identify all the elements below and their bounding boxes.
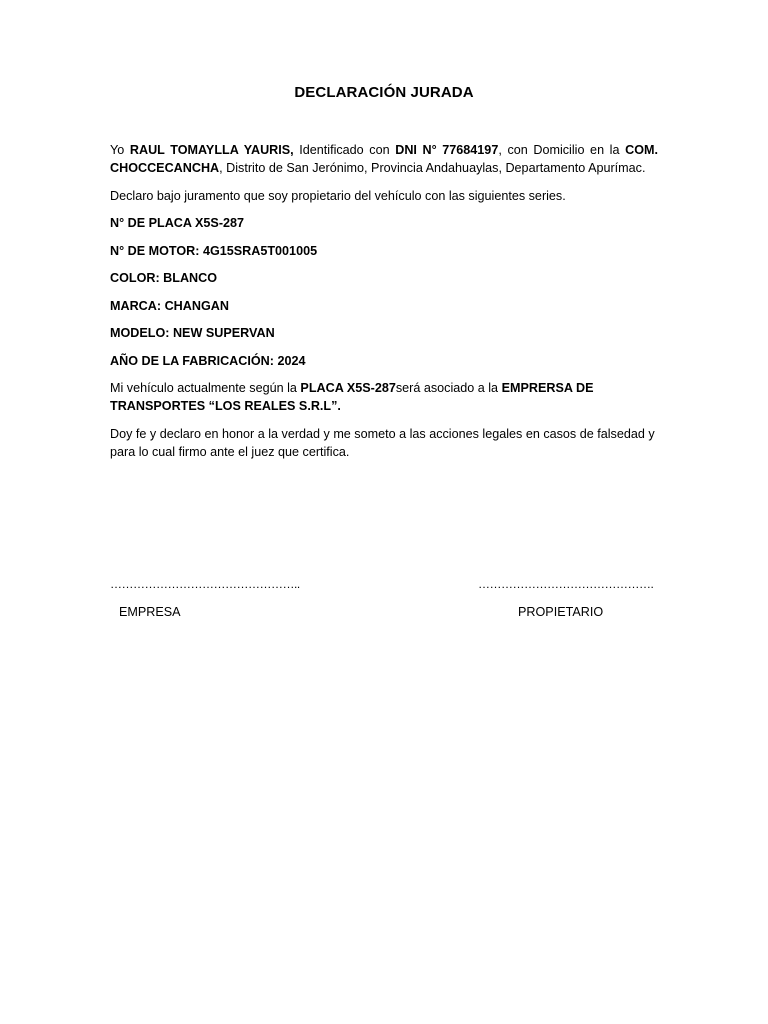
declaration-paragraph: Declaro bajo juramento que soy propietario del vehículo con las siguientes series. [110, 188, 566, 203]
intro-text-2: Identificado con [293, 143, 396, 157]
field-modelo: MODELO: NEW SUPERVAN [110, 326, 275, 340]
association-text-2: será asociado a la [395, 381, 502, 395]
field-color: COLOR: BLANCO [110, 271, 218, 285]
intro-text-1: Yo [110, 143, 130, 157]
association-text-1: Mi vehículo actualmente según la [110, 381, 301, 395]
intro-text-3: , con Domicilio en la [498, 143, 626, 157]
declarant-name: RAUL TOMAYLLA YAURIS, [129, 143, 294, 157]
document-body [110, 141, 658, 470]
association-company: EMPRERSA DE TRANSPORTES “LOS REALES S.R.L”. [110, 381, 594, 413]
closing-paragraph: Doy fe y declaro en honor a la verdad y me someto a las acciones legales en casos de falsedad y para lo cual firmo ante el juez que certifica. [110, 426, 655, 459]
association-placa: PLACA X5S-287 [300, 381, 396, 395]
document-title: DECLARACIÓN JURADA [294, 84, 474, 101]
intro-paragraph [110, 141, 658, 177]
community-name: COM. CHOCCECANCHA [110, 143, 658, 175]
signature-line-owner: ………………………………………. [478, 577, 654, 591]
signature-line-company: ………………………………………….. [110, 577, 300, 591]
field-marca: MARCA: CHANGAN [110, 298, 229, 313]
field-motor: N° DE MOTOR: 4G15SRA5T001005 [110, 243, 318, 258]
association-paragraph [110, 379, 658, 415]
field-anio: AÑO DE LA FABRICACIÓN: 2024 [110, 353, 306, 368]
signature-label-company: EMPRESA [119, 605, 181, 619]
dni-number: DNI N° 77684197 [395, 143, 499, 157]
intro-text-4: , Distrito de San Jerónimo, Provincia Andahuaylas, Departamento Apurímac. [219, 161, 646, 175]
field-placa: N° DE PLACA X5S-287 [110, 216, 245, 230]
signature-label-owner: PROPIETARIO [518, 605, 604, 619]
